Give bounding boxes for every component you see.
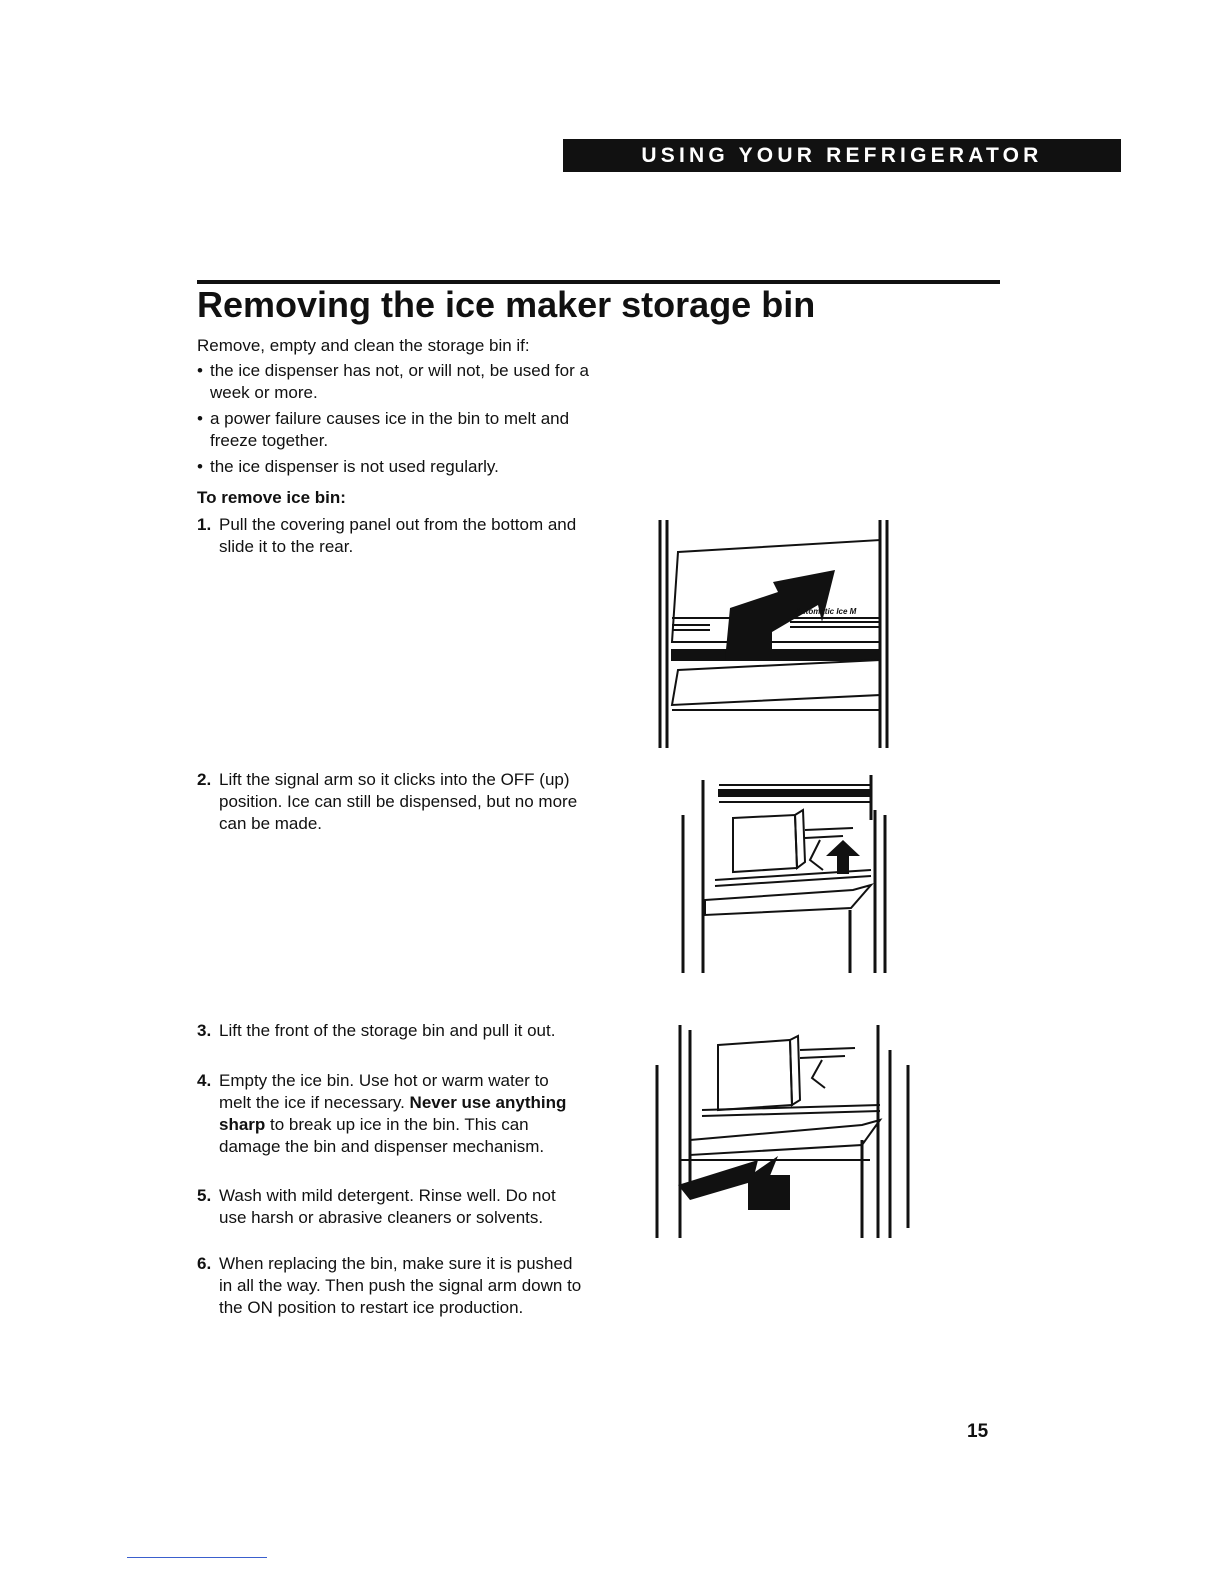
bullet-icon: • — [197, 361, 203, 380]
step-5: 5. Wash with mild detergent. Rinse well. Do not use harsh or abrasive cleaners or solvents. — [197, 1186, 556, 1227]
bullet-icon: • — [197, 457, 203, 476]
up-arrow-icon — [826, 840, 860, 874]
footer-rule — [127, 1557, 267, 1558]
page-number: 15 — [967, 1421, 989, 1442]
panel-label: Automatic Ice M — [795, 607, 857, 616]
list-item: • the ice dispenser has not, or will not, be used for a week or more. — [197, 361, 589, 402]
step-1: 1. Pull the covering panel out from the bottom and slide it to the rear. — [197, 515, 577, 556]
covering-panel-illustration — [650, 510, 900, 750]
section-title: USING YOUR REFRIGERATOR — [641, 144, 1043, 167]
warning-text: Never use anything sharp — [219, 1093, 567, 1134]
section-header-bar — [563, 139, 1121, 172]
bullet-icon: • — [197, 409, 203, 428]
procedure-heading: To remove ice bin: — [197, 488, 346, 507]
step-3: 3. Lift the front of the storage bin and pull it out. — [197, 1021, 556, 1040]
list-item: • a power failure causes ice in the bin to melt and freeze together. — [197, 409, 570, 450]
bin-removal-illustration — [650, 1020, 915, 1240]
page-title: Removing the ice maker storage bin — [197, 284, 816, 325]
condition-list — [197, 360, 597, 482]
step-4: 4. Empty the ice bin. Use hot or warm water to melt the ice if necessary. Never use anything sharp to break up ice in the bin. This can damage the bin and dispenser mechanism. — [197, 1071, 567, 1156]
signal-arm-illustration — [675, 770, 895, 975]
list-item: • the ice dispenser is not used regularly. — [197, 457, 499, 476]
step-2: 2. Lift the signal arm so it clicks into the OFF (up) position. Ice can still be dispensed, but no more can be made. — [197, 770, 578, 833]
intro-text: Remove, empty and clean the storage bin if: — [197, 336, 530, 355]
step-6: 6. When replacing the bin, make sure it is pushed in all the way. Then push the signal arm down to the ON position to restart ice production. — [197, 1254, 582, 1317]
